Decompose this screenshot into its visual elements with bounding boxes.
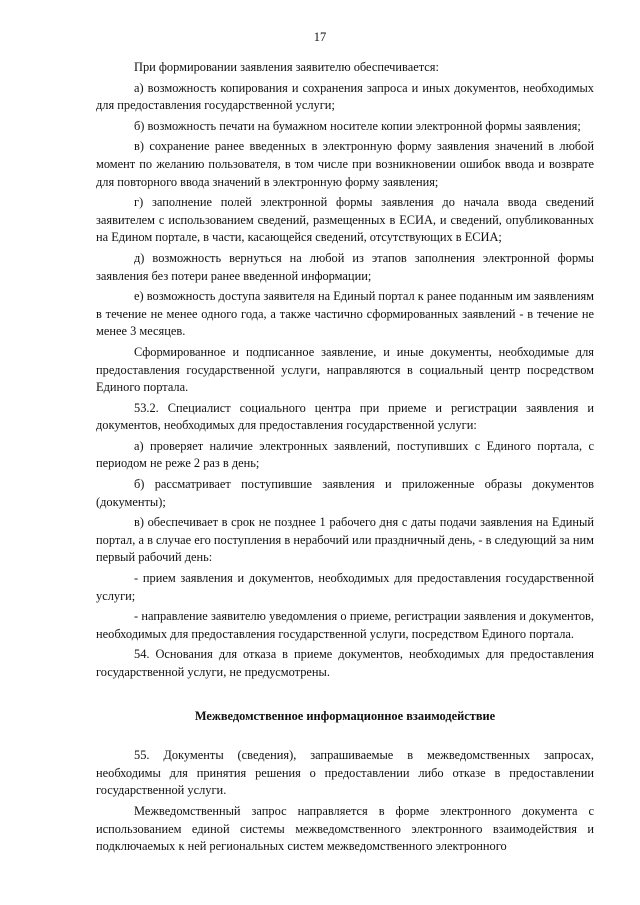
section-heading: Межведомственное информационное взаимодействие <box>194 708 496 723</box>
paragraph: б) рассматривает поступившие заявления и приложенные образы документов (документы); <box>96 477 594 509</box>
paragraph: д) возможность вернуться на любой из этапов заполнения электронной формы заявления без потери ранее введенной информации; <box>96 250 594 283</box>
paragraph: а) проверяет наличие электронных заявлений, поступивших с Единого портала, с периодом не реже 2 раз в день; <box>96 438 594 471</box>
paragraph: Сформированное и подписанное заявление, и иные документы, необходимые для предоставления государственной услуги, направляются в социальный центр посредством Единого портала. <box>96 344 594 395</box>
paragraph: При формировании заявления заявителю обеспечивается: <box>134 60 439 74</box>
paragraph: в) обеспечивает в срок не позднее 1 рабочего дня с даты подачи заявления на Единый портал, а в случае его поступления в нерабочий или праздничный день, - в следующий за ним первый рабочий день: <box>96 515 594 565</box>
paragraph: е) возможность доступа заявителя на Единый портал к ранее поданным им заявлениям в течение не менее одного года, а также частично сформированных заявлений - в течение не менее 3 месяцев. <box>96 289 594 339</box>
document-body <box>96 59 594 856</box>
paragraph: 55. Документы (сведения), запрашиваемые в межведомственных запросах, необходимы для принятия решения о предоставлении либо отказе в предоставлении государственной услуги. <box>96 748 594 798</box>
paragraph: б) возможность печати на бумажном носителе копии электронной формы заявления; <box>134 118 581 133</box>
paragraph: в) сохранение ранее введенных в электронную форму заявления значений в любой момент по желанию пользователя, в том числе при возникновении ошибок ввода и возврате для повторного ввода значений в электронную форму заявления; <box>96 139 594 189</box>
paragraph: 54. Основания для отказа в приеме документов, необходимых для предоставления государственной услуги, не предусмотрены. <box>96 647 594 679</box>
paragraph: - направление заявителю уведомления о приеме, регистрации заявления и документов, необходимых для предоставления государственной услуги, посредством Единого портала. <box>96 609 594 641</box>
paragraph: - прием заявления и документов, необходимых для предоставления государственной услуги; <box>96 571 594 603</box>
paragraph: 53.2. Специалист социального центра при приеме и регистрации заявления и документов, необходимых для предоставления государственной услуги: <box>96 400 594 433</box>
paragraph: Межведомственный запрос направляется в форме электронного документа с использованием единой системы межведомственного электронного взаимодействия и подключаемых к ней региональных систем межведомственного электронного <box>96 803 594 854</box>
paragraph: г) заполнение полей электронной формы заявления до начала ввода сведений заявителем с использованием сведений, размещенных в ЕСИА, и сведений, опубликованных на Едином портале, в части, касающейся сведений, отсутствующих в ЕСИА; <box>96 195 594 245</box>
paragraph: а) возможность копирования и сохранения запроса и иных документов, необходимых для предоставления государственной услуги; <box>96 80 594 113</box>
page-number: 17 <box>313 30 327 44</box>
